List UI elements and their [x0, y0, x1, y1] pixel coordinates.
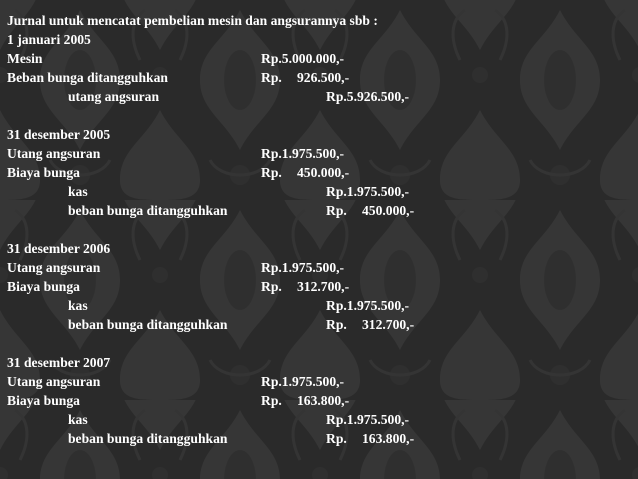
journal-line — [7, 201, 632, 220]
entry-date: 31 desember 2006 — [7, 241, 111, 256]
account-name: kas — [68, 298, 88, 313]
journal-line — [7, 372, 632, 391]
journal-line — [7, 163, 632, 182]
journal-line — [7, 49, 632, 68]
amount-value: 450.000,- — [362, 203, 415, 218]
amount-value: 312.700,- — [362, 317, 415, 332]
account-name: kas — [68, 412, 88, 427]
credit-amount — [326, 201, 414, 220]
entry-date: 1 januari 2005 — [7, 32, 91, 47]
account-name: Utang angsuran — [7, 374, 101, 389]
journal-line — [7, 277, 632, 296]
amount-value: 450.000,- — [297, 165, 350, 180]
currency-label: Rp. — [261, 279, 282, 294]
journal-line — [7, 144, 632, 163]
debit-amount: Rp.1.975.500,- — [261, 146, 345, 161]
credit-amount: Rp.1.975.500,- — [326, 412, 410, 427]
debit-amount: Rp.1.975.500,- — [261, 260, 345, 275]
currency-label: Rp. — [261, 393, 282, 408]
amount-value: 926.500,- — [297, 70, 350, 85]
amount-value: 163.800,- — [297, 393, 350, 408]
amount-value: 163.800,- — [362, 431, 415, 446]
credit-amount — [326, 429, 414, 448]
journal-line — [7, 296, 632, 315]
journal-line — [7, 410, 632, 429]
account-name: Utang angsuran — [7, 146, 101, 161]
debit-amount — [261, 163, 349, 182]
journal-title: Jurnal untuk mencatat pembelian mesin dan angsurannya sbb : — [7, 13, 378, 28]
account-name: Utang angsuran — [7, 260, 101, 275]
account-name: Biaya bunga — [7, 393, 80, 408]
journal-line — [7, 429, 632, 448]
account-name: beban bunga ditangguhkan — [68, 203, 228, 218]
debit-amount — [261, 391, 349, 410]
credit-amount — [326, 315, 414, 334]
currency-label: Rp. — [261, 70, 282, 85]
journal-line — [7, 87, 632, 106]
debit-amount — [261, 68, 349, 87]
debit-amount: Rp.1.975.500,- — [261, 374, 345, 389]
account-name: Beban bunga ditangguhkan — [7, 70, 168, 85]
credit-amount: Rp.1.975.500,- — [326, 184, 410, 199]
account-name: Biaya bunga — [7, 165, 80, 180]
credit-amount: Rp.1.975.500,- — [326, 298, 410, 313]
account-name: kas — [68, 184, 88, 199]
entry-date: 31 desember 2005 — [7, 127, 111, 142]
journal-content — [7, 11, 632, 448]
currency-label: Rp. — [326, 317, 347, 332]
account-name: beban bunga ditangguhkan — [68, 317, 228, 332]
journal-line — [7, 391, 632, 410]
account-name: utang angsuran — [68, 89, 160, 104]
currency-label: Rp. — [326, 203, 347, 218]
debit-amount: Rp.5.000.000,- — [261, 51, 345, 66]
journal-line — [7, 258, 632, 277]
entry-date: 31 desember 2007 — [7, 355, 111, 370]
journal-line — [7, 182, 632, 201]
amount-value: 312.700,- — [297, 279, 350, 294]
credit-amount: Rp.5.926.500,- — [326, 89, 410, 104]
account-name: beban bunga ditangguhkan — [68, 431, 228, 446]
debit-amount — [261, 277, 349, 296]
journal-line — [7, 315, 632, 334]
currency-label: Rp. — [326, 431, 347, 446]
currency-label: Rp. — [261, 165, 282, 180]
account-name: Mesin — [7, 51, 43, 66]
journal-line — [7, 68, 632, 87]
account-name: Biaya bunga — [7, 279, 80, 294]
